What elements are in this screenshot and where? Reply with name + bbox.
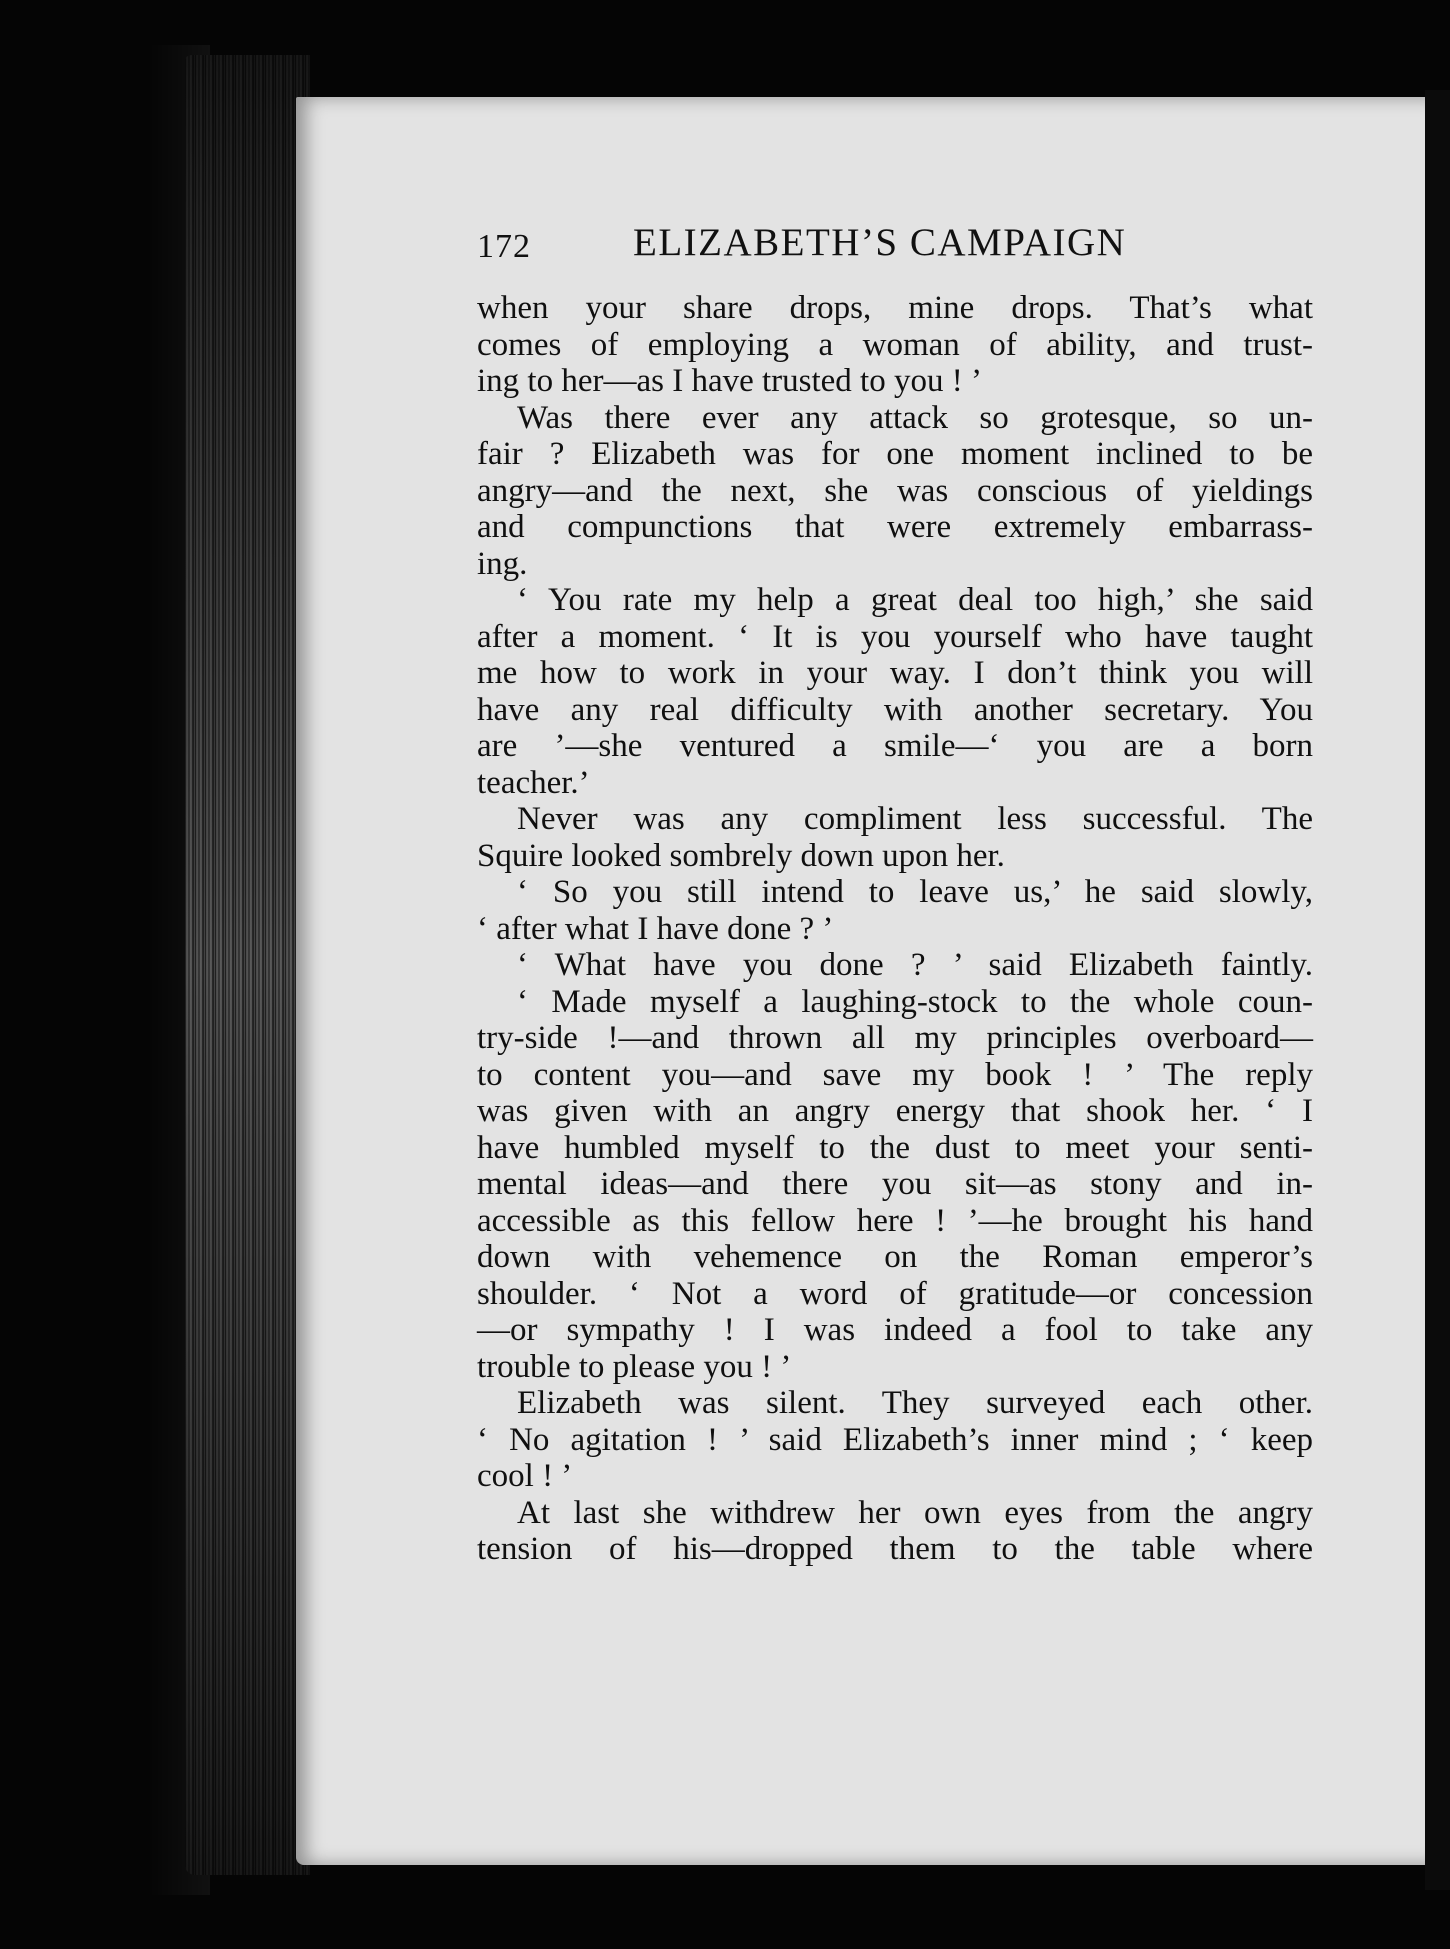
text-line: ‘ Made myself a laughing-stock to the whole coun- [517,983,1313,1020]
text-line: Never was any compliment less successful. The [517,801,1313,837]
text-line: tension of his—dropped them to the table where [477,1531,1313,1567]
body-text [477,290,1313,1568]
running-title: ELIZABETH’S CAMPAIGN [633,221,1127,264]
text-line: fair ? Elizabeth was for one moment inclined to be [477,436,1313,472]
text-line: Squire looked sombrely down upon her. [477,837,1005,874]
text-line: when your share drops, mine drops. That’s what [477,290,1313,326]
text-line: shoulder. ‘ Not a word of gratitude—or concession [477,1275,1313,1312]
text-line: ‘ No agitation ! ’ said Elizabeth’s inner mind ; ‘ keep [477,1421,1313,1458]
page-number: 172 [477,228,531,265]
text-line: have any real difficulty with another secretary. You [477,691,1313,728]
text-line: ‘ So you still intend to leave us,’ he said slowly, [517,874,1313,910]
text-line: Elizabeth was silent. They surveyed each other. [517,1385,1313,1421]
text-line: down with vehemence on the Roman emperor’s [477,1239,1313,1275]
text-line: try-side !—and thrown all my principles overboard— [477,1020,1313,1056]
text-line: angry—and the next, she was conscious of yieldings [477,472,1313,509]
text-line: ‘ after what I have done ? ’ [477,910,834,947]
text-line: teacher.’ [477,764,590,801]
text-line: mental ideas—and there you sit—as stony and in- [477,1166,1313,1202]
text-line: ‘ What have you done ? ’ said Elizabeth faintly. [517,947,1313,983]
dark-border [1425,90,1450,1890]
text-line: cool ! ’ [477,1458,573,1494]
text-line: Was there ever any attack so grotesque, so un- [517,399,1313,436]
text-line: after a moment. ‘ It is you yourself who have taught [477,618,1313,655]
text-line: comes of employing a woman of ability, and trust- [477,326,1313,363]
text-line: —or sympathy ! I was indeed a fool to take any [477,1312,1313,1348]
page-stack-edge [185,55,310,1875]
text-line: to content you—and save my book ! ’ The reply [477,1056,1313,1093]
text-line: are ’—she ventured a smile—‘ you are a born [477,728,1313,764]
text-line: was given with an angry energy that shook her. ‘ I [477,1093,1313,1129]
text-line: At last she withdrew her own eyes from the angry [517,1494,1313,1531]
text-line: me how to work in your way. I don’t think you will [477,655,1313,691]
text-line: accessible as this fellow here ! ’—he brought his hand [477,1202,1313,1239]
text-line: trouble to please you ! ’ [477,1348,792,1385]
text-line: and compunctions that were extremely embarrass- [477,509,1313,545]
text-line: ing. [477,545,528,582]
text-line: have humbled myself to the dust to meet your senti- [477,1129,1313,1166]
text-line: ing to her—as I have trusted to you ! ’ [477,363,982,399]
text-line: ‘ You rate my help a great deal too high,’ she said [517,582,1313,618]
page-header [477,218,1317,268]
